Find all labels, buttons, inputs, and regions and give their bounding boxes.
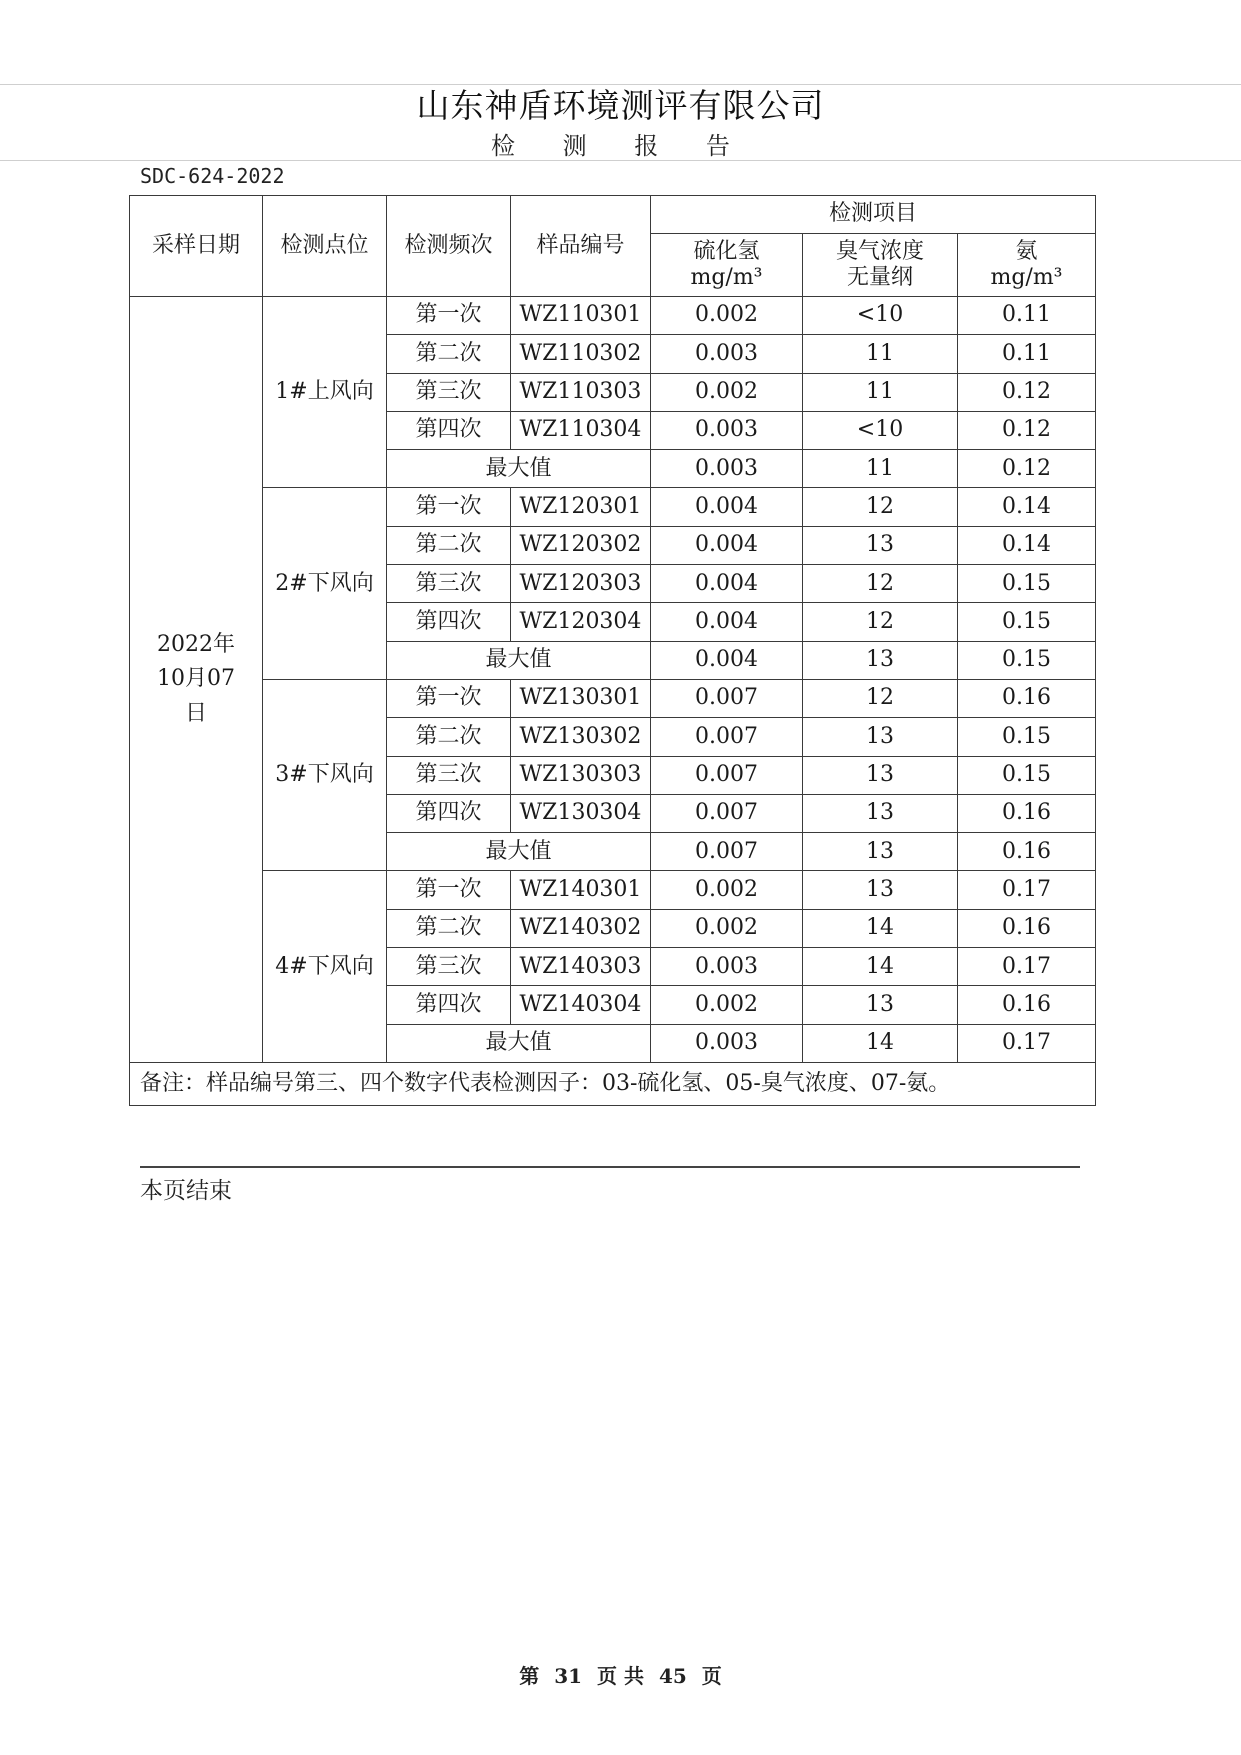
max-label: 最大值 xyxy=(387,1024,651,1062)
odor-value: 13 xyxy=(803,871,958,909)
h2s-value: 0.007 xyxy=(651,718,803,756)
nh3-value: 0.16 xyxy=(958,986,1096,1024)
nh3-value: 0.16 xyxy=(958,794,1096,832)
header-bottom-rule xyxy=(0,160,1241,161)
nh3-value: 0.15 xyxy=(958,565,1096,603)
frequency-cell: 第三次 xyxy=(387,373,511,411)
monitoring-point: 1#上风向 xyxy=(263,297,387,488)
frequency-cell: 第四次 xyxy=(387,986,511,1024)
h2s-value: 0.003 xyxy=(651,411,803,449)
sample-no-cell: WZ140302 xyxy=(511,909,651,947)
header-row-1 xyxy=(130,196,1096,234)
table-row xyxy=(130,488,1096,526)
odor-value: 12 xyxy=(803,679,958,717)
monitoring-point: 4#下风向 xyxy=(263,871,387,1062)
h2s-value: 0.007 xyxy=(651,794,803,832)
odor-value: <10 xyxy=(803,297,958,335)
sample-no-cell: WZ130303 xyxy=(511,756,651,794)
nh3-value: 0.15 xyxy=(958,756,1096,794)
h2s-max-value: 0.004 xyxy=(651,641,803,679)
header-sample-no: 样品编号 xyxy=(511,196,651,297)
odor-value: 12 xyxy=(803,565,958,603)
odor-value: 12 xyxy=(803,488,958,526)
frequency-cell: 第一次 xyxy=(387,488,511,526)
h2s-max-value: 0.007 xyxy=(651,833,803,871)
nh3-value: 0.16 xyxy=(958,679,1096,717)
odor-max-value: 11 xyxy=(803,450,958,488)
nh3-value: 0.11 xyxy=(958,297,1096,335)
h2s-value: 0.003 xyxy=(651,335,803,373)
monitoring-results-table xyxy=(129,195,1096,1106)
table-row xyxy=(130,679,1096,717)
frequency-cell: 第三次 xyxy=(387,565,511,603)
frequency-cell: 第三次 xyxy=(387,756,511,794)
footer-current-page: 31 xyxy=(554,1664,583,1688)
header-h2s xyxy=(651,234,803,297)
odor-value: 13 xyxy=(803,526,958,564)
h2s-value: 0.004 xyxy=(651,565,803,603)
sample-no-cell: WZ140303 xyxy=(511,948,651,986)
report-number: SDC-624-2022 xyxy=(140,164,285,188)
nh3-value: 0.17 xyxy=(958,871,1096,909)
nh3-value: 0.14 xyxy=(958,526,1096,564)
nh3-value: 0.15 xyxy=(958,718,1096,756)
table-row xyxy=(130,871,1096,909)
odor-value: 11 xyxy=(803,373,958,411)
footer-middle: 页 共 xyxy=(597,1664,644,1688)
odor-value: 11 xyxy=(803,335,958,373)
end-divider xyxy=(140,1166,1080,1168)
h2s-max-value: 0.003 xyxy=(651,450,803,488)
nh3-value: 0.17 xyxy=(958,948,1096,986)
h2s-max-value: 0.003 xyxy=(651,1024,803,1062)
odor-value: 14 xyxy=(803,948,958,986)
sample-no-cell: WZ110303 xyxy=(511,373,651,411)
odor-value: <10 xyxy=(803,411,958,449)
table-note: 备注：样品编号第三、四个数字代表检测因子：03-硫化氢、05-臭气浓度、07-氨。 xyxy=(130,1062,1096,1105)
nh3-max-value: 0.12 xyxy=(958,450,1096,488)
odor-value: 13 xyxy=(803,986,958,1024)
h2s-value: 0.007 xyxy=(651,679,803,717)
frequency-cell: 第二次 xyxy=(387,526,511,564)
footer-prefix: 第 xyxy=(519,1664,540,1688)
nh3-max-value: 0.15 xyxy=(958,641,1096,679)
footer-total-pages: 45 xyxy=(658,1664,687,1688)
h2s-value: 0.004 xyxy=(651,603,803,641)
h2s-value: 0.002 xyxy=(651,871,803,909)
sample-no-cell: WZ110301 xyxy=(511,297,651,335)
header-odor-name: 臭气浓度 xyxy=(835,238,924,264)
sampling-date: 2022年10月07日 xyxy=(157,632,235,726)
page-footer xyxy=(0,1660,1241,1689)
sample-no-cell: WZ120301 xyxy=(511,488,651,526)
nh3-value: 0.16 xyxy=(958,909,1096,947)
sample-no-cell: WZ120302 xyxy=(511,526,651,564)
frequency-cell: 第四次 xyxy=(387,603,511,641)
header-h2s-name: 硫化氢 xyxy=(693,238,760,264)
frequency-cell: 第一次 xyxy=(387,679,511,717)
sample-no-cell: WZ130302 xyxy=(511,718,651,756)
frequency-cell: 第一次 xyxy=(387,297,511,335)
frequency-cell: 第二次 xyxy=(387,335,511,373)
nh3-value: 0.15 xyxy=(958,603,1096,641)
sample-no-cell: WZ130301 xyxy=(511,679,651,717)
header-nh3-unit: mg/m³ xyxy=(990,265,1063,290)
nh3-value: 0.12 xyxy=(958,411,1096,449)
sample-no-cell: WZ140304 xyxy=(511,986,651,1024)
h2s-value: 0.004 xyxy=(651,526,803,564)
sample-no-cell: WZ130304 xyxy=(511,794,651,832)
frequency-cell: 第二次 xyxy=(387,909,511,947)
odor-value: 12 xyxy=(803,603,958,641)
frequency-cell: 第二次 xyxy=(387,718,511,756)
odor-max-value: 13 xyxy=(803,833,958,871)
header-date: 采样日期 xyxy=(130,196,263,297)
h2s-value: 0.004 xyxy=(651,488,803,526)
odor-max-value: 13 xyxy=(803,641,958,679)
monitoring-point: 3#下风向 xyxy=(263,679,387,870)
sample-no-cell: WZ110302 xyxy=(511,335,651,373)
frequency-cell: 第四次 xyxy=(387,411,511,449)
odor-value: 13 xyxy=(803,718,958,756)
h2s-value: 0.002 xyxy=(651,373,803,411)
header-items-group: 检测项目 xyxy=(651,196,1096,234)
h2s-value: 0.002 xyxy=(651,909,803,947)
header-nh3-name: 氨 xyxy=(1015,238,1038,264)
nh3-max-value: 0.16 xyxy=(958,833,1096,871)
h2s-value: 0.003 xyxy=(651,948,803,986)
nh3-max-value: 0.17 xyxy=(958,1024,1096,1062)
nh3-value: 0.11 xyxy=(958,335,1096,373)
monitoring-point: 2#下风向 xyxy=(263,488,387,679)
max-label: 最大值 xyxy=(387,450,651,488)
max-label: 最大值 xyxy=(387,641,651,679)
frequency-cell: 第三次 xyxy=(387,948,511,986)
frequency-cell: 第四次 xyxy=(387,794,511,832)
odor-value: 14 xyxy=(803,909,958,947)
sample-no-cell: WZ120303 xyxy=(511,565,651,603)
nh3-value: 0.14 xyxy=(958,488,1096,526)
sampling-date-cell xyxy=(130,297,263,1063)
nh3-value: 0.12 xyxy=(958,373,1096,411)
odor-max-value: 14 xyxy=(803,1024,958,1062)
report-subtitle: 检 测 报 告 xyxy=(491,132,750,160)
header-frequency: 检测频次 xyxy=(387,196,511,297)
header-odor xyxy=(803,234,958,297)
note-row xyxy=(130,1062,1096,1105)
sample-no-cell: WZ140301 xyxy=(511,871,651,909)
max-label: 最大值 xyxy=(387,833,651,871)
company-name: 山东神盾环境测评有限公司 xyxy=(416,86,825,125)
header-odor-unit: 无量纲 xyxy=(846,265,913,290)
odor-value: 13 xyxy=(803,756,958,794)
sample-no-cell: WZ120304 xyxy=(511,603,651,641)
h2s-value: 0.002 xyxy=(651,986,803,1024)
h2s-value: 0.007 xyxy=(651,756,803,794)
header-nh3 xyxy=(958,234,1096,297)
page-end-text: 本页结束 xyxy=(140,1178,232,1204)
header-h2s-unit: mg/m³ xyxy=(690,265,763,290)
table-row xyxy=(130,297,1096,335)
footer-suffix: 页 xyxy=(701,1664,722,1688)
sample-no-cell: WZ110304 xyxy=(511,411,651,449)
header-point: 检测点位 xyxy=(263,196,387,297)
h2s-value: 0.002 xyxy=(651,297,803,335)
odor-value: 13 xyxy=(803,794,958,832)
frequency-cell: 第一次 xyxy=(387,871,511,909)
